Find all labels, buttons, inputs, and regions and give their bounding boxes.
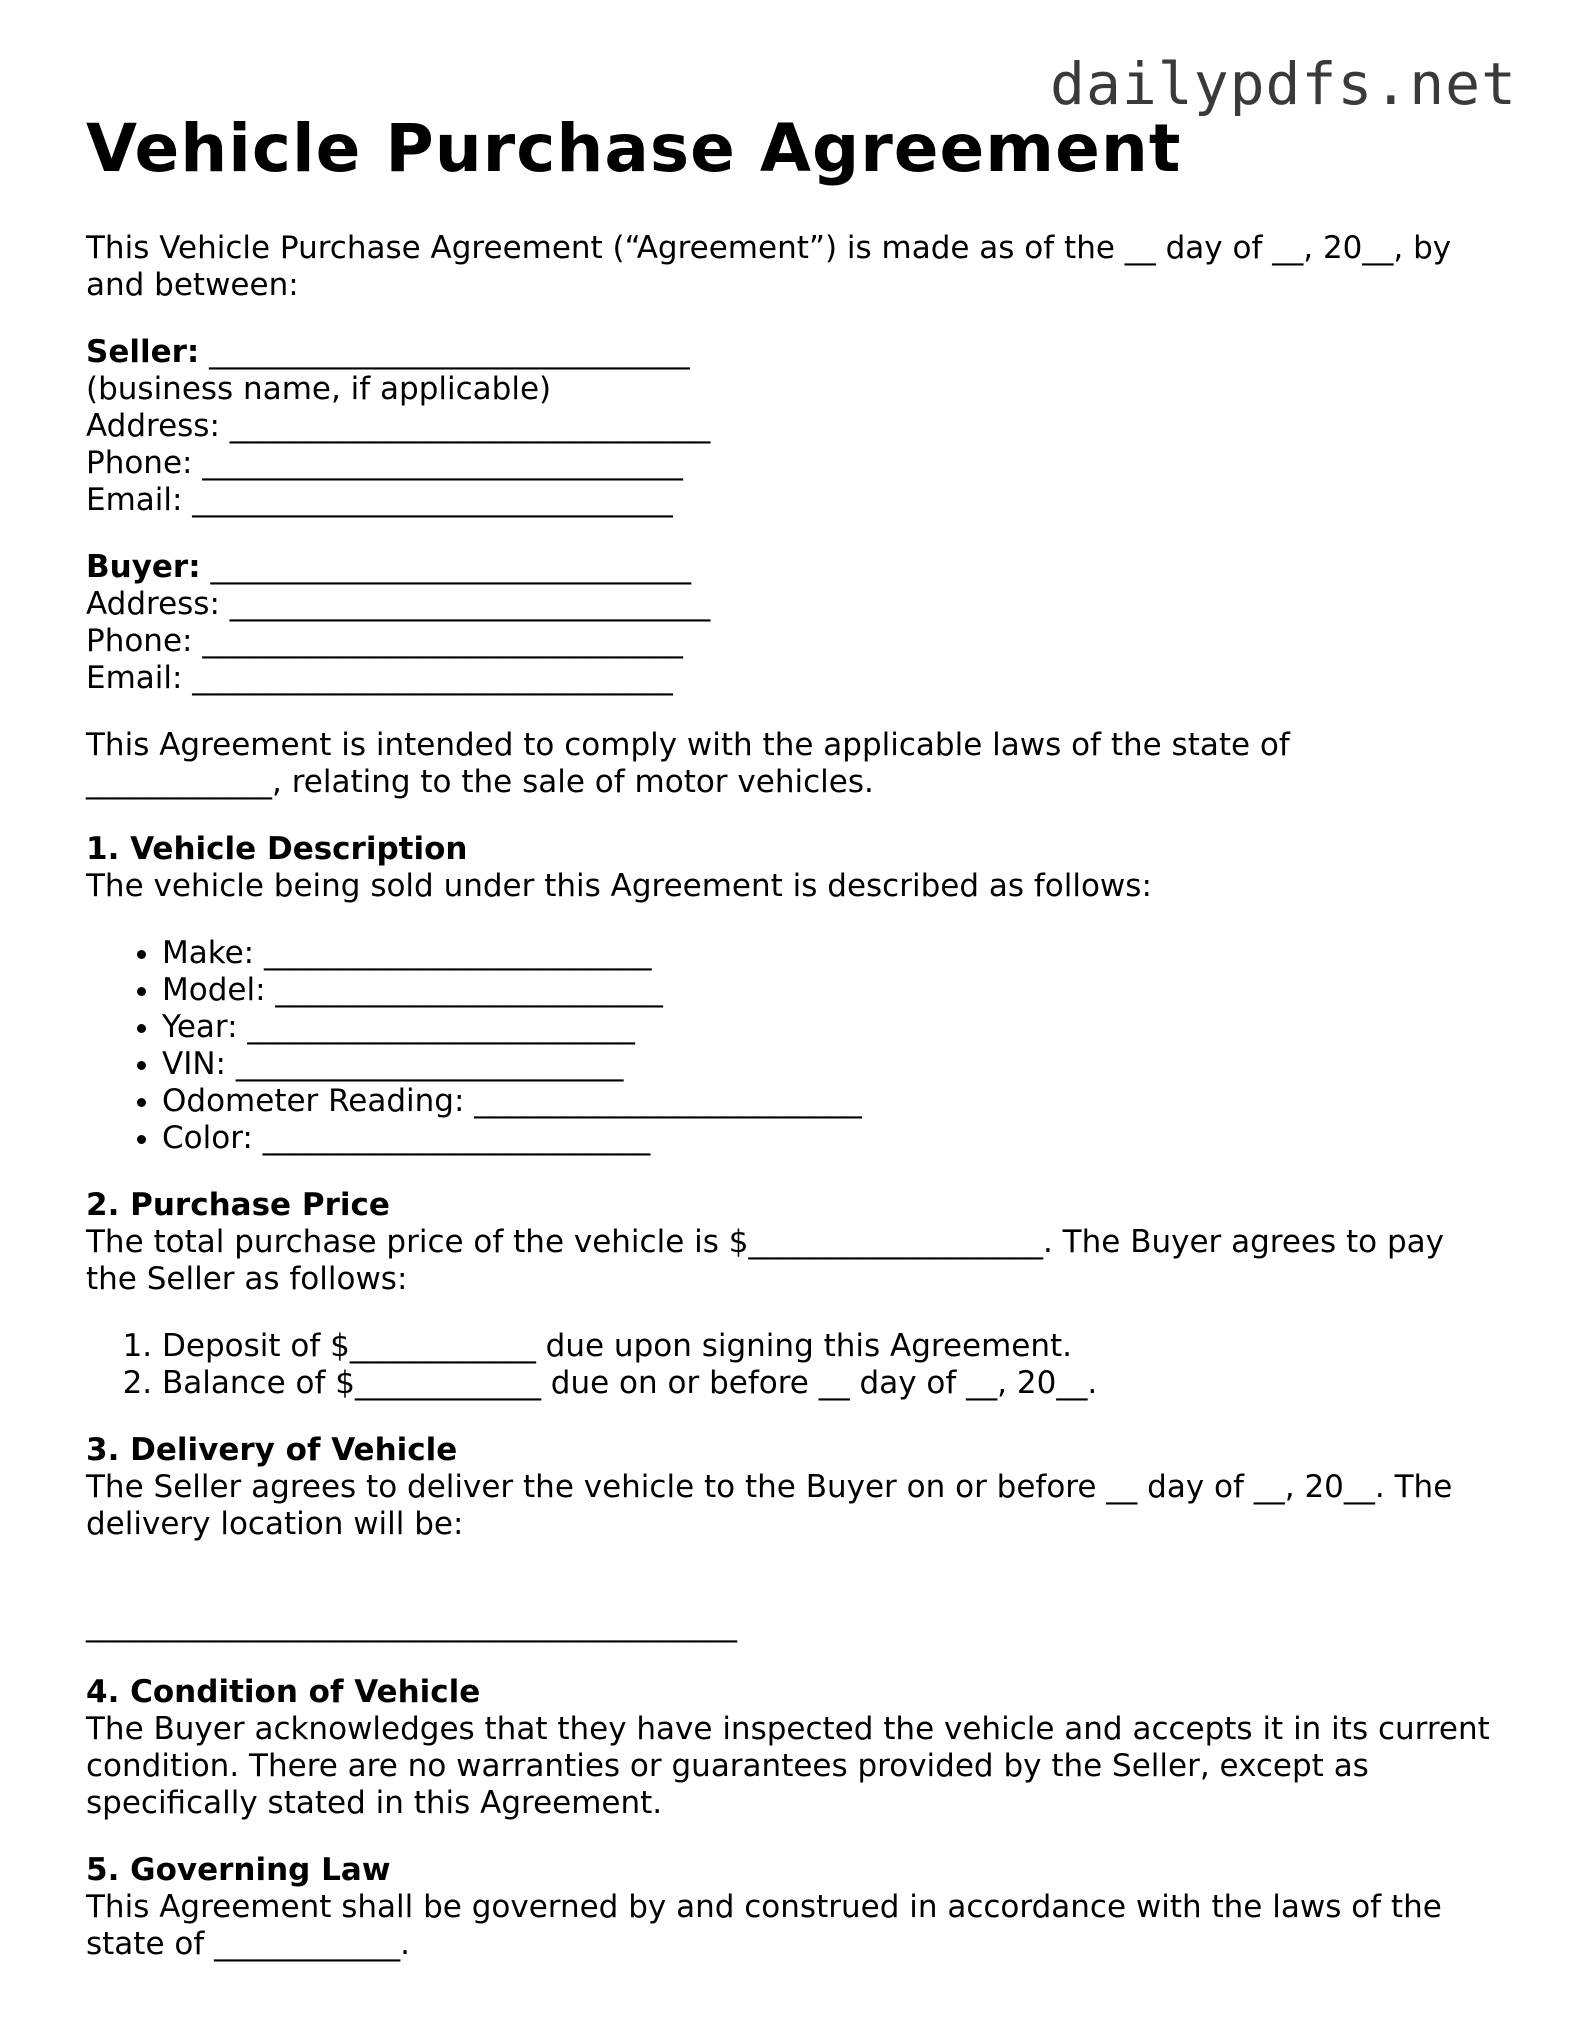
buyer-label: Buyer: [86,549,201,585]
list-item-make: • Make: _________________________ [162,935,1496,972]
buyer-phone: Phone: _______________________________ [86,623,683,659]
list-item-odometer: • Odometer Reading: _________________________ [162,1083,1496,1120]
list-item-vin: • VIN: _________________________ [162,1046,1496,1083]
section-4-body: The Buyer acknowledges that they have inspected the vehicle and accepts it in its current condition. There are no warranties or guarantees provided by the Seller, except as specifically stated in this Agreement. [86,1711,1490,1821]
compliance-paragraph: This Agreement is intended to comply with the applicable laws of the state of ____________, relating to the sale of motor vehicles. [86,727,1290,800]
list-item-year: • Year: _________________________ [162,1009,1496,1046]
document-title: Vehicle Purchase Agreement [86,110,1182,187]
list-item-color: • Color: _________________________ [162,1120,1496,1157]
buyer-block [86,549,1496,697]
section-4-heading: 4. Condition of Vehicle [86,1674,481,1710]
section-condition [86,1674,1496,1822]
section-2-body: The total purchase price of the vehicle is $___________________. The Buyer agrees to pay the Seller as follows: [86,1224,1445,1297]
buyer-address: Address: _______________________________ [86,586,711,622]
seller-label: Seller: [86,334,200,370]
section-1-heading: 1. Vehicle Description [86,831,468,867]
vehicle-details-list [86,935,1496,1157]
seller-address: Address: _______________________________ [86,408,711,444]
delivery-location-blank: __________________________________________ [86,1607,737,1643]
buyer-email: Email: _______________________________ [86,660,673,696]
section-3-body: The Seller agrees to deliver the vehicle to the Buyer on or before __ day of __, 20__. The delivery location will be: [86,1469,1453,1542]
intro-paragraph: This Vehicle Purchase Agreement (“Agreement”) is made as of the __ day of __, 20__, by and between: [86,230,1452,303]
section-5-heading: 5. Governing Law [86,1852,391,1888]
payment-terms-list [86,1328,1496,1402]
section-3-heading: 3. Delivery of Vehicle [86,1432,458,1468]
seller-name-blank: _______________________________ [199,334,690,370]
section-5-body: This Agreement shall be governed by and construed in accordance with the laws of the state of ____________. [86,1889,1442,1962]
seller-business-note: (business name, if applicable) [86,371,552,407]
seller-block [86,334,1496,519]
section-2-heading: 2. Purchase Price [86,1187,390,1223]
seller-email: Email: _______________________________ [86,482,673,518]
watermark: dailypdfs.net [1050,50,1517,118]
section-delivery [86,1432,1496,1644]
section-vehicle-description [86,831,1496,1157]
list-item-balance: 2. Balance of $____________ due on or before __ day of __, 20__. [162,1365,1496,1402]
section-governing-law [86,1852,1496,1963]
list-item-deposit: 1. Deposit of $____________ due upon signing this Agreement. [162,1328,1496,1365]
seller-line [86,334,1496,371]
section-1-body: The vehicle being sold under this Agreement is described as follows: [86,868,1152,904]
section-purchase-price [86,1187,1496,1402]
seller-phone: Phone: _______________________________ [86,445,683,481]
list-item-model: • Model: _________________________ [162,972,1496,1009]
document-page [86,112,1496,1993]
buyer-line [86,549,1496,586]
buyer-name-blank: _______________________________ [200,549,691,585]
